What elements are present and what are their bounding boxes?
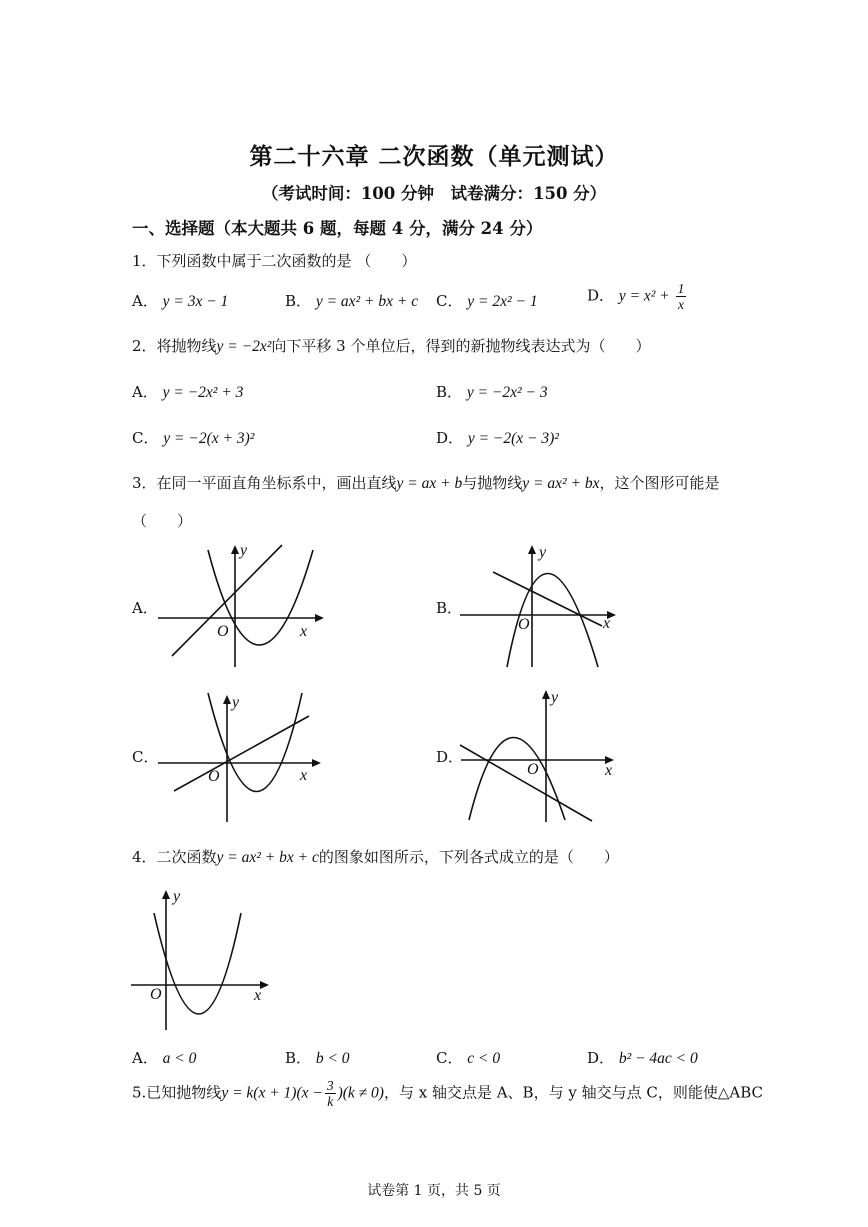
stem-text: 的图象如图所示，下列各式成立的是（ ） (318, 848, 619, 866)
option-expr: y = −2(x − 3)² (467, 430, 559, 447)
question-4-stem (132, 846, 619, 867)
fraction (676, 281, 687, 312)
q4-option-d[interactable] (587, 1047, 698, 1068)
option-label: B． (285, 292, 312, 310)
q4-option-b[interactable] (285, 1047, 350, 1068)
section-heading: 一、选择题（本大题共 6 题，每题 4 分，满分 24 分） (132, 219, 543, 238)
q1-option-a[interactable] (132, 290, 228, 311)
stem-expr: y = ax² + bx + c (216, 849, 319, 866)
axis-label-y: y (539, 544, 547, 561)
q3-graph-d[interactable] (455, 685, 635, 825)
x-axis-arrow (312, 759, 321, 767)
option-label: D． (587, 1049, 615, 1067)
axis-label-x: x (603, 615, 611, 632)
option-label: B． (285, 1049, 312, 1067)
q3-graph-c[interactable] (150, 690, 330, 825)
q1-option-d[interactable] (587, 281, 688, 312)
q2-option-a[interactable] (132, 381, 243, 402)
option-label: A． (132, 383, 158, 401)
q2-option-c[interactable] (132, 427, 254, 448)
origin-label: O (150, 986, 162, 1003)
axis-label-y: y (232, 694, 240, 711)
option-label: C． (436, 292, 463, 310)
q3-option-b-label[interactable]: B． (436, 599, 463, 617)
q2-option-d[interactable] (436, 427, 559, 448)
option-expr: y = −2(x + 3)² (163, 430, 255, 447)
option-label: C． (436, 1049, 463, 1067)
q4-graph (128, 885, 278, 1035)
option-expr: y = ax² + bx + c (315, 293, 419, 310)
parabola (154, 913, 241, 1014)
option-label: A． (132, 1049, 158, 1067)
option-expr: y = 2x² − 1 (467, 293, 538, 310)
y-axis-arrow (542, 690, 550, 699)
y-axis-arrow (223, 695, 231, 704)
line (174, 716, 309, 791)
line (493, 572, 602, 626)
x-axis-arrow (315, 614, 324, 622)
q3-option-a-label[interactable]: A． (132, 599, 158, 617)
q4-option-c[interactable] (436, 1047, 500, 1068)
option-expr: a < 0 (162, 1050, 197, 1067)
stem-text: 5.已知抛物线 (132, 1083, 222, 1102)
axis-label-y: y (551, 689, 559, 706)
option-expr: y = −2x² + 3 (162, 384, 244, 401)
stem-text: ，这个图形可能是 (599, 474, 720, 492)
stem-text: 与抛物线 (462, 474, 523, 492)
stem-expr: y = ax + b (396, 475, 463, 492)
axis-label-x: x (300, 623, 308, 640)
origin-label: O (518, 616, 530, 633)
option-expr: y = −2x² − 3 (466, 384, 548, 401)
stem-text: 3．在同一平面直角坐标系中，画出直线 (132, 474, 397, 492)
question-3-stem (132, 472, 719, 493)
axis-label-x: x (300, 767, 308, 784)
fraction (325, 1078, 336, 1109)
parabola (469, 738, 565, 821)
axis-label-y: y (240, 542, 248, 559)
question-5-stem (132, 1078, 763, 1109)
stem-text: 2．将抛物线 (132, 337, 217, 355)
fraction-denominator: x (678, 297, 685, 312)
page-title: 第二十六章 二次函数（单元测试） (249, 143, 619, 170)
option-expr: b² − 4ac < 0 (618, 1050, 698, 1067)
option-expr: y = 3x − 1 (162, 293, 229, 310)
y-axis-arrow (231, 545, 239, 554)
y-axis-arrow (528, 545, 536, 554)
exam-info: （考试时间：100 分钟 试卷满分：150 分） (261, 184, 607, 203)
option-expr: y = x² + (618, 287, 674, 305)
axis-label-x: x (254, 987, 262, 1004)
option-label: D． (587, 286, 615, 305)
question-1-stem: 1．下列函数中属于二次函数的是 （ ） (132, 252, 417, 270)
q3-graph-b[interactable] (455, 540, 635, 670)
stem-expr: )(k ≠ 0) (337, 1084, 384, 1102)
axis-label-y: y (173, 888, 181, 905)
y-axis-arrow (162, 890, 170, 899)
q3-option-c-label[interactable]: C． (132, 748, 159, 766)
q3-graph-a[interactable] (150, 540, 330, 670)
question-2-stem (132, 335, 650, 356)
origin-label: O (217, 623, 229, 640)
q1-option-c[interactable] (436, 290, 538, 311)
origin-label: O (208, 768, 220, 785)
stem-text: 4．二次函数 (132, 848, 217, 866)
q3-option-d-label[interactable]: D． (436, 748, 464, 766)
page-footer: 试卷第 1 页，共 5 页 (367, 1183, 501, 1199)
option-label: C． (132, 429, 159, 447)
q2-option-b[interactable] (436, 381, 548, 402)
stem-expr: y = k(x + 1)(x − (221, 1084, 323, 1102)
origin-label: O (527, 761, 539, 778)
stem-text: ，与 x 轴交点是 A、B，与 y 轴交与点 C，则能使△ABC (383, 1083, 763, 1102)
question-3-paren: （ ） (132, 512, 193, 530)
fraction-denominator: k (327, 1094, 334, 1109)
axis-label-x: x (605, 762, 613, 779)
option-label: A． (132, 292, 158, 310)
stem-text: 向下平移 3 个单位后，得到的新抛物线表达式为（ ） (271, 337, 651, 355)
q1-option-b[interactable] (285, 290, 418, 311)
fraction-numerator: 3 (326, 1078, 334, 1093)
option-expr: b < 0 (315, 1050, 350, 1067)
q4-option-a[interactable] (132, 1047, 196, 1068)
fraction-numerator: 1 (677, 281, 685, 296)
option-label: B． (436, 383, 463, 401)
option-label: D． (436, 429, 464, 447)
stem-expr: y = −2x² (216, 338, 272, 355)
x-axis-arrow (260, 981, 269, 989)
stem-expr: y = ax² + bx (522, 475, 600, 492)
parabola (208, 693, 302, 792)
option-expr: c < 0 (467, 1050, 501, 1067)
